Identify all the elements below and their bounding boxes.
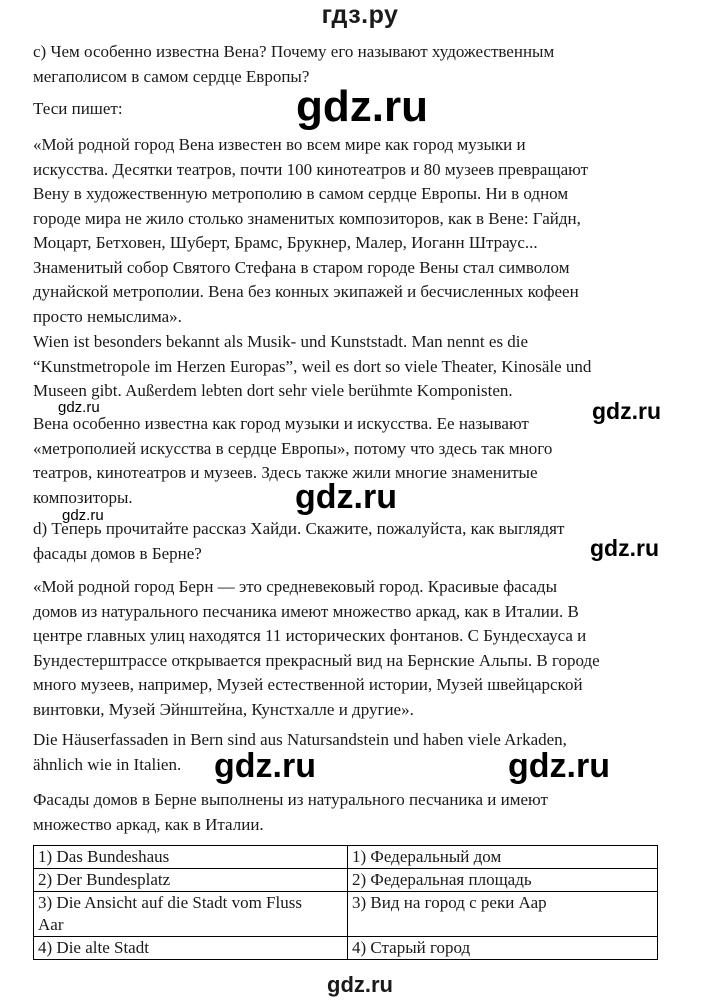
cell-line: Aar bbox=[38, 915, 64, 934]
watermark: gdz.ru bbox=[58, 399, 100, 416]
text-line: «метрополией искусства в сердце Европы», потому что здесь так много bbox=[33, 438, 553, 458]
text-line: множество аркад, как в Италии. bbox=[33, 814, 264, 834]
text-line: искусства. Десятки театров, почти 100 кинотеатров и 80 музеев превращают bbox=[33, 159, 589, 179]
table-row bbox=[34, 937, 658, 960]
text-line: d) Теперь прочитайте рассказ Хайди. Скажите, пожалуйста, как выглядят bbox=[33, 519, 565, 538]
watermark: gdz.ru bbox=[295, 478, 397, 516]
text-line: c) Чем особенно известна Вена? Почему его называют художественным bbox=[33, 42, 555, 61]
watermark: gdz.ru bbox=[590, 535, 659, 561]
site-header: гдз.ру bbox=[321, 1, 399, 29]
text-line: городе мира не жило столько знаменитых композиторов, как в Вене: Гайдн, bbox=[33, 208, 581, 228]
table-cell-russian: 3) Вид на город с реки Аар bbox=[348, 892, 658, 937]
text-line: мегаполисом в самом сердце Европы? bbox=[33, 66, 310, 86]
text-line: дунайской метрополии. Вена без конных экипажей и бесчисленных кофеен bbox=[33, 282, 579, 301]
watermark: gdz.ru bbox=[592, 398, 661, 424]
quote-bern bbox=[33, 575, 673, 722]
text-line: ähnlich wie in Italien. bbox=[33, 754, 182, 774]
watermark: gdz.ru bbox=[508, 747, 610, 785]
table-cell-russian: 1) Федеральный дом bbox=[348, 846, 658, 869]
text-line: просто немыслима». bbox=[33, 306, 182, 326]
watermark: gdz.ru bbox=[296, 82, 428, 131]
text-line: Museen gibt. Außerdem lebten dort sehr viele berühmte Komponisten. bbox=[33, 381, 513, 400]
text-line: Die Häuserfassaden in Bern sind aus Natursandstein und haben viele Arkaden, bbox=[33, 730, 567, 749]
text-line: Вена особенно известна как город музыки и искусства. Ее называют bbox=[33, 414, 529, 433]
table-cell-russian: 2) Федеральная площадь bbox=[348, 869, 658, 892]
text-line: центре главных улиц находятся 11 исторических фонтанов. С Бундесхауса и bbox=[33, 626, 587, 645]
text-line: винтовки, Музей Эйнштейна, Кунстхалле и другие». bbox=[33, 699, 414, 719]
text-line: Бундестерштрассе открывается прекрасный вид на Бернские Альпы. В городе bbox=[33, 650, 600, 670]
site-footer: gdz.ru bbox=[327, 972, 393, 997]
text-line: фасады домов в Берне? bbox=[33, 543, 202, 563]
table-cell-russian: 4) Старый город bbox=[348, 937, 658, 960]
text-line: Wien ist besonders bekannt als Musik- und Kunststadt. Man nennt es die bbox=[33, 332, 529, 351]
text-line: «Мой родной город Берн — это средневековый город. Красивые фасады bbox=[33, 577, 557, 596]
cell-line: 3) Die Ansicht auf die Stadt vom Fluss bbox=[38, 893, 302, 912]
text-line: Фасады домов в Берне выполнены из натурального песчаника и имеют bbox=[33, 790, 548, 809]
table-cell-german: 4) Die alte Stadt bbox=[34, 937, 348, 960]
quote-vienna bbox=[33, 133, 673, 329]
vocab-table bbox=[33, 845, 658, 960]
text-line: композиторы. bbox=[33, 487, 133, 507]
text-line: театров, кинотеатров и музеев. Здесь также жили многие знаменитые bbox=[33, 463, 538, 482]
watermark: gdz.ru bbox=[62, 507, 104, 524]
table-cell-german: 2) Der Bundesplatz bbox=[34, 869, 348, 892]
text-line: Теси пишет: bbox=[33, 99, 123, 118]
table-cell-german: 1) Das Bundeshaus bbox=[34, 846, 348, 869]
table-row bbox=[34, 869, 658, 892]
text-line: Знаменитый собор Святого Стефана в старом городе Вены стал символом bbox=[33, 257, 570, 277]
text-line: много музеев, например, Музей естественной истории, Музей швейцарской bbox=[33, 675, 583, 694]
question-d bbox=[33, 517, 673, 566]
table-cell-german bbox=[34, 892, 348, 937]
table-row bbox=[34, 846, 658, 869]
text-line: «Мой родной город Вена известен во всем мире как город музыки и bbox=[33, 135, 526, 154]
text-line: домов из натурального песчаника имеют множество аркад, как в Италии. В bbox=[33, 601, 579, 621]
text-line: “Kunstmetropole im Herzen Europas”, weil es dort so viele Theater, Kinosäle und bbox=[33, 356, 592, 376]
answer-d-russian bbox=[33, 788, 673, 837]
table-row bbox=[34, 892, 658, 937]
text-line: Вену в художественную метрополию в самом сердце Европы. Ни в одном bbox=[33, 184, 569, 203]
text-line: Моцарт, Бетховен, Шуберт, Брамс, Брукнер, Малер, Иоганн Штраус... bbox=[33, 233, 538, 252]
watermark: gdz.ru bbox=[214, 747, 316, 785]
answer-c-german bbox=[33, 330, 673, 404]
